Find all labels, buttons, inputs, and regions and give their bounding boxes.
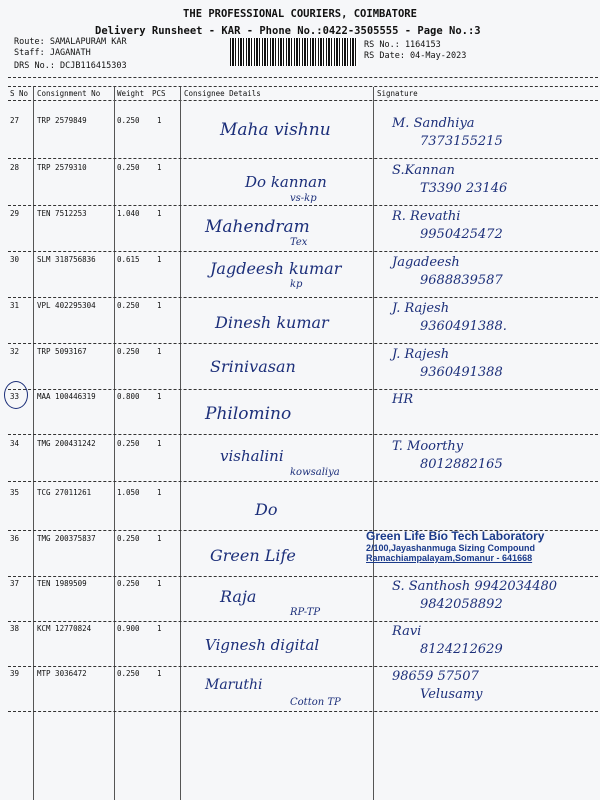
row-consignee-name: Green Life (210, 546, 296, 565)
barcode (230, 38, 358, 66)
row-pcs: 1 (157, 209, 162, 218)
row-weight: 0.250 (117, 163, 140, 172)
row-weight: 0.250 (117, 534, 140, 543)
row-signature: J. Rajesh (392, 301, 450, 316)
row-consignment-no: TRP 2579310 (37, 163, 87, 172)
divider (8, 77, 598, 78)
stamp-city: Ramachiampalayam,Somanur - 641668 (366, 553, 533, 563)
company-title: THE PROFESSIONAL COURIERS, COIMBATORE (183, 8, 417, 20)
row-consignee-name: Raja (220, 587, 257, 606)
row-weight: 0.250 (117, 301, 140, 310)
row-sno: 27 (10, 116, 20, 125)
row-pcs: 1 (157, 116, 162, 125)
row-divider (8, 621, 598, 622)
row-consignment-no: MAA 100446319 (37, 392, 96, 401)
row-signature: R. Revathi (392, 209, 461, 224)
row-consignee-note: Tex (290, 237, 308, 248)
row-consignee-note: kp (290, 279, 303, 290)
row-divider (8, 297, 598, 298)
row-pcs: 1 (157, 163, 162, 172)
route-label: Route: SAMALAPURAM KAR (14, 37, 127, 47)
row-divider (8, 158, 598, 159)
row-divider (8, 343, 598, 344)
row-sno: 37 (10, 579, 20, 588)
row-consignment-no: TRP 5093167 (37, 347, 87, 356)
circled-row-mark (4, 381, 28, 409)
drs-number: DRS No.: DCJB116415303 (14, 61, 127, 71)
column-rule (114, 87, 115, 800)
row-pcs: 1 (157, 392, 162, 401)
row-signature: Ravi (392, 624, 422, 639)
row-signature: S.Kannan (392, 163, 455, 178)
row-divider (8, 711, 598, 712)
row-signature: J. Rajesh (392, 347, 450, 362)
row-signature: M. Sandhiya (392, 116, 475, 131)
row-consignee-name: Do (255, 500, 278, 519)
row-consignee-note: kowsaliya (290, 467, 340, 478)
row-consignment-no: VPL 402295304 (37, 301, 96, 310)
row-signature-number: 8124212629 (420, 642, 503, 657)
row-divider (8, 251, 598, 252)
row-consignment-no: TMG 200431242 (37, 439, 96, 448)
row-consignee-name: Philomino (205, 404, 292, 424)
row-weight: 0.615 (117, 255, 140, 264)
row-consignee-note: RP-TP (290, 607, 321, 618)
row-signature-number: T3390 23146 (420, 181, 508, 196)
row-signature: 98659 57507 (392, 669, 479, 684)
row-consignee-name: Maha vishnu (220, 120, 331, 140)
row-sno: 31 (10, 301, 20, 310)
row-sno: 38 (10, 624, 20, 633)
company-stamp (366, 529, 600, 563)
row-sno: 28 (10, 163, 20, 172)
row-consignment-no: TCG 27011261 (37, 488, 92, 497)
row-weight: 0.250 (117, 439, 140, 448)
row-pcs: 1 (157, 669, 162, 678)
row-signature-number: 9360491388. (420, 319, 507, 334)
row-pcs: 1 (157, 439, 162, 448)
column-rule (180, 87, 181, 800)
staff-label: Staff: JAGANATH (14, 48, 91, 58)
row-consignment-no: TMG 200375837 (37, 534, 96, 543)
row-consignment-no: SLM 318756836 (37, 255, 96, 264)
header-consignee: Consignee Details (184, 89, 261, 98)
row-sno: 30 (10, 255, 20, 264)
header-pcs: PCS (152, 89, 166, 98)
rs-date: RS Date: 04-May-2023 (364, 51, 467, 61)
row-weight: 1.050 (117, 488, 140, 497)
row-consignment-no: MTP 3036472 (37, 669, 87, 678)
row-sno: 33 (10, 392, 20, 401)
row-signature: Jagadeesh (392, 255, 460, 270)
row-consignee-name: vishalini (220, 447, 284, 465)
row-weight: 0.800 (117, 392, 140, 401)
row-weight: 0.250 (117, 116, 140, 125)
row-divider (8, 666, 598, 667)
row-weight: 0.250 (117, 347, 140, 356)
column-rule (33, 87, 34, 800)
row-sno: 36 (10, 534, 20, 543)
row-signature-number: 9688839587 (420, 273, 503, 288)
row-sno: 29 (10, 209, 20, 218)
row-sno: 39 (10, 669, 20, 678)
divider (8, 100, 598, 101)
row-pcs: 1 (157, 579, 162, 588)
column-rule (373, 87, 374, 800)
row-weight: 0.250 (117, 579, 140, 588)
row-signature-number: 9842058892 (420, 597, 503, 612)
row-pcs: 1 (157, 255, 162, 264)
row-signature-number: 9950425472 (420, 227, 503, 242)
row-pcs: 1 (157, 301, 162, 310)
row-signature: HR (392, 392, 414, 407)
row-signature-number: 7373155215 (420, 134, 503, 149)
rs-number: RS No.: 1164153 (364, 40, 441, 50)
row-weight: 0.250 (117, 669, 140, 678)
row-consignee-note: Cotton TP (290, 697, 341, 708)
row-weight: 1.040 (117, 209, 140, 218)
row-consignee-name: Mahendram (205, 217, 310, 237)
stamp-address: 2/100,Jayashanmuga Sizing Compound (366, 543, 536, 553)
row-signature-number: Velusamy (420, 687, 483, 702)
row-weight: 0.900 (117, 624, 140, 633)
row-consignee-name: Jagdeesh kumar (210, 259, 342, 278)
row-divider (8, 576, 598, 577)
header-sno: S No (10, 89, 29, 98)
row-consignee-note: vs-kp (290, 193, 317, 204)
header-weight: Weight (117, 89, 145, 98)
row-sno: 34 (10, 439, 20, 448)
stamp-name: Green Life Bio Tech Laboratory (366, 529, 545, 543)
runsheet-subtitle: Delivery Runsheet - KAR - Phone No.:0422-3505555 - Page No.:3 (95, 25, 481, 37)
row-divider (8, 434, 598, 435)
row-pcs: 1 (157, 534, 162, 543)
row-signature: S. Santhosh 9942034480 (392, 579, 558, 594)
row-divider (8, 481, 598, 482)
divider (8, 86, 598, 87)
row-consignee-name: Dinesh kumar (215, 313, 329, 332)
header-consignment: Consignment No (37, 89, 101, 98)
row-consignee-name: Maruthi (205, 677, 263, 693)
header-signature: Signature (377, 89, 418, 98)
row-consignee-name: Vignesh digital (205, 636, 320, 654)
row-consignment-no: TEN 1989509 (37, 579, 87, 588)
row-sno: 32 (10, 347, 20, 356)
row-pcs: 1 (157, 488, 162, 497)
row-signature-number: 8012882165 (420, 457, 503, 472)
row-divider (8, 389, 598, 390)
row-signature: T. Moorthy (392, 439, 464, 454)
row-consignment-no: TRP 2579849 (37, 116, 87, 125)
row-pcs: 1 (157, 347, 162, 356)
row-consignee-name: Do kannan (245, 173, 327, 191)
row-consignment-no: KCM 12770824 (37, 624, 92, 633)
row-sno: 35 (10, 488, 20, 497)
row-signature-number: 9360491388 (420, 365, 503, 380)
row-pcs: 1 (157, 624, 162, 633)
row-consignment-no: TEN 7512253 (37, 209, 87, 218)
row-divider (8, 205, 598, 206)
row-consignee-name: Srinivasan (210, 357, 296, 376)
